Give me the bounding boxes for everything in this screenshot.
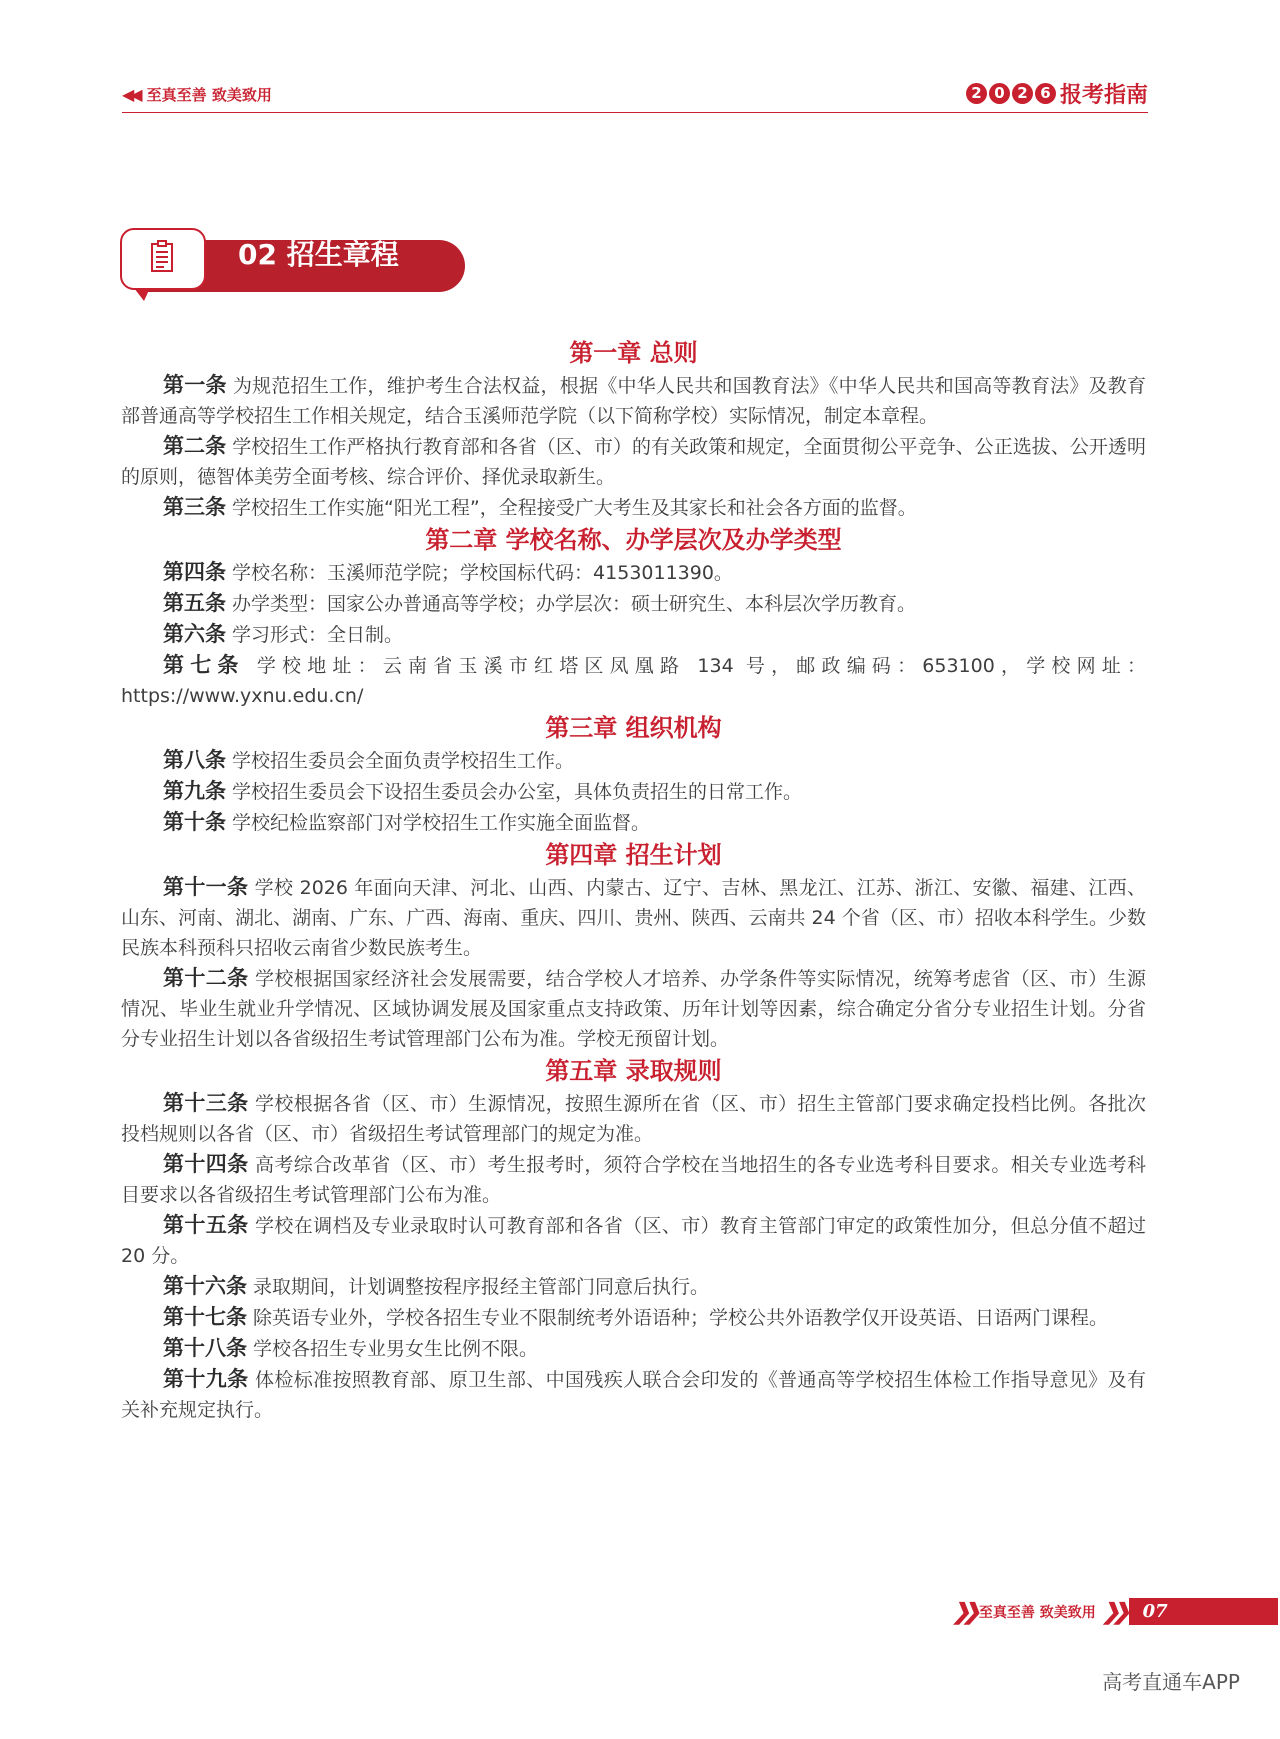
article-label: 第三条 <box>163 495 226 519</box>
regulation-content <box>121 336 1146 1425</box>
chapter-title: 第二章 学校名称、办学层次及办学类型 <box>425 526 842 554</box>
header-divider <box>122 112 1148 113</box>
chevron-right-icon: ❯❯ <box>952 1598 973 1625</box>
article-text: 学校招生委员会全面负责学校招生工作。 <box>232 750 575 772</box>
article-text: 学校在调档及专业录取时认可教育部和各省（区、市）教育主管部门审定的政策性加分，但总分值不超过 20 分。 <box>121 1215 1146 1267</box>
header-title <box>966 78 1148 109</box>
article <box>121 492 1146 523</box>
article-text: 录取期间，计划调整按程序报经主管部门同意后执行。 <box>253 1276 710 1298</box>
article <box>121 1088 1146 1149</box>
article <box>121 776 1146 807</box>
article <box>121 431 1146 492</box>
article-text: 学校根据各省（区、市）生源情况，按照生源所在省（区、市）招生主管部门要求确定投档比例。各批次投档规则以各省（区、市）省级招生考试管理部门的规定为准。 <box>121 1093 1146 1145</box>
article-label: 第十一条 <box>163 875 249 899</box>
article <box>121 1364 1146 1425</box>
double-chevron-left-icon: ◀◀ <box>122 85 139 104</box>
article-label: 第十四条 <box>163 1152 249 1176</box>
header-title-text: 报考指南 <box>1059 83 1148 108</box>
article-label: 第十二条 <box>163 966 249 990</box>
chevron-right-icon: ❯❯ <box>1101 1598 1123 1625</box>
article-label: 第十三条 <box>163 1091 249 1115</box>
article-label: 第十八条 <box>163 1336 247 1360</box>
article-text: 办学类型：国家公办普通高等学校；办学层次：硕士研究生、本科层次学历教育。 <box>232 593 917 615</box>
article <box>121 1302 1146 1333</box>
article-text: 学校名称：玉溪师范学院；学校国标代码：4153011390。 <box>232 562 733 584</box>
article-label: 第十六条 <box>163 1274 247 1298</box>
page-number: 07 <box>1129 1598 1278 1625</box>
article <box>121 619 1146 650</box>
article-label: 第十五条 <box>163 1213 249 1237</box>
article <box>121 963 1146 1054</box>
article-label: 第十条 <box>163 810 226 834</box>
header-year <box>966 83 1056 104</box>
article-text: 学校招生委员会下设招生委员会办公室，具体负责招生的日常工作。 <box>232 781 803 803</box>
article-label: 第四条 <box>163 560 226 584</box>
year-digit: 2 <box>1012 83 1033 104</box>
footer-motto: 至真至善 致美致用 <box>978 1604 1096 1621</box>
article-label: 第七条 <box>163 653 245 677</box>
article <box>121 650 1146 711</box>
article <box>121 557 1146 588</box>
year-digit: 6 <box>1035 83 1056 104</box>
header-motto <box>122 84 272 105</box>
chapter-title: 第四章 招生计划 <box>545 841 722 869</box>
header-motto-text: 至真至善 致美致用 <box>146 86 272 104</box>
article <box>121 1333 1146 1364</box>
article <box>121 1210 1146 1271</box>
chapter-title: 第三章 组织机构 <box>545 714 722 742</box>
footer <box>952 1598 1278 1625</box>
article-text: 学习形式：全日制。 <box>232 624 404 646</box>
chapter-title: 第一章 总则 <box>569 339 698 367</box>
article-label: 第六条 <box>163 622 226 646</box>
article <box>121 1149 1146 1210</box>
article-text: 学校地址：云南省玉溪市红塔区凤凰路 134 号，邮政编码：653100，学校网址：https://www.yxnu.edu.cn/ <box>121 655 1146 707</box>
article-text: 学校招生工作实施“阳光工程”，全程接受广大考生及其家长和社会各方面的监督。 <box>232 497 917 519</box>
speech-bubble-icon <box>120 228 206 290</box>
document-icon <box>150 240 176 274</box>
article-label: 第一条 <box>163 373 227 397</box>
section-badge <box>120 228 465 298</box>
article <box>121 745 1146 776</box>
article-text: 学校各招生专业男女生比例不限。 <box>253 1338 539 1360</box>
article-text: 高考综合改革省（区、市）考生报考时，须符合学校在当地招生的各专业选考科目要求。相关专业选考科目要求以各省级招生考试管理部门公布为准。 <box>121 1154 1146 1206</box>
article-text: 学校纪检监察部门对学校招生工作实施全面监督。 <box>232 812 651 834</box>
article-text: 学校 2026 年面向天津、河北、山西、内蒙古、辽宁、吉林、黑龙江、江苏、浙江、安徽、福建、江西、山东、河南、湖北、湖南、广东、广西、海南、重庆、四川、贵州、陕西、云南共 24 个省（区、市）招收本科学生。少数民族本科预科只招收云南省少数民族考生。 <box>121 877 1147 959</box>
article <box>121 370 1146 431</box>
article-label: 第九条 <box>163 779 226 803</box>
article-text: 学校根据国家经济社会发展需要，结合学校人才培养、办学条件等实际情况，统筹考虑省（区、市）生源情况、毕业生就业升学情况、区域协调发展及国家重点支持政策、历年计划等因素，综合确定分省分专业招生计划。分省分专业招生计划以各省级招生考试管理部门公布为准。学校无预留计划。 <box>121 968 1146 1050</box>
chapter-title: 第五章 录取规则 <box>545 1057 722 1085</box>
article-label: 第五条 <box>163 591 226 615</box>
year-digit: 0 <box>989 83 1010 104</box>
section-title: 02 招生章程 <box>238 238 399 271</box>
article <box>121 588 1146 619</box>
article-label: 第十七条 <box>163 1305 247 1329</box>
article-label: 第二条 <box>163 434 227 458</box>
watermark: 高考直通车APP <box>1102 1670 1240 1694</box>
article-label: 第十九条 <box>163 1367 249 1391</box>
article <box>121 807 1146 838</box>
article-text: 为规范招生工作，维护考生合法权益，根据《中华人民共和国教育法》《中华人民共和国高等教育法》及教育部普通高等学校招生工作相关规定，结合玉溪师范学院（以下简称学校）实际情况，制定本章程。 <box>121 375 1146 427</box>
year-digit: 2 <box>966 83 987 104</box>
article-text: 体检标准按照教育部、原卫生部、中国残疾人联合会印发的《普通高等学校招生体检工作指导意见》及有关补充规定执行。 <box>121 1369 1146 1421</box>
article-text: 除英语专业外，学校各招生专业不限制统考外语语种；学校公共外语教学仅开设英语、日语两门课程。 <box>253 1307 1109 1329</box>
article-text: 学校招生工作严格执行教育部和各省（区、市）的有关政策和规定，全面贯彻公平竞争、公正选拔、公开透明的原则，德智体美劳全面考核、综合评价、择优录取新生。 <box>121 436 1146 488</box>
article <box>121 872 1146 963</box>
article-label: 第八条 <box>163 748 226 772</box>
article <box>121 1271 1146 1302</box>
